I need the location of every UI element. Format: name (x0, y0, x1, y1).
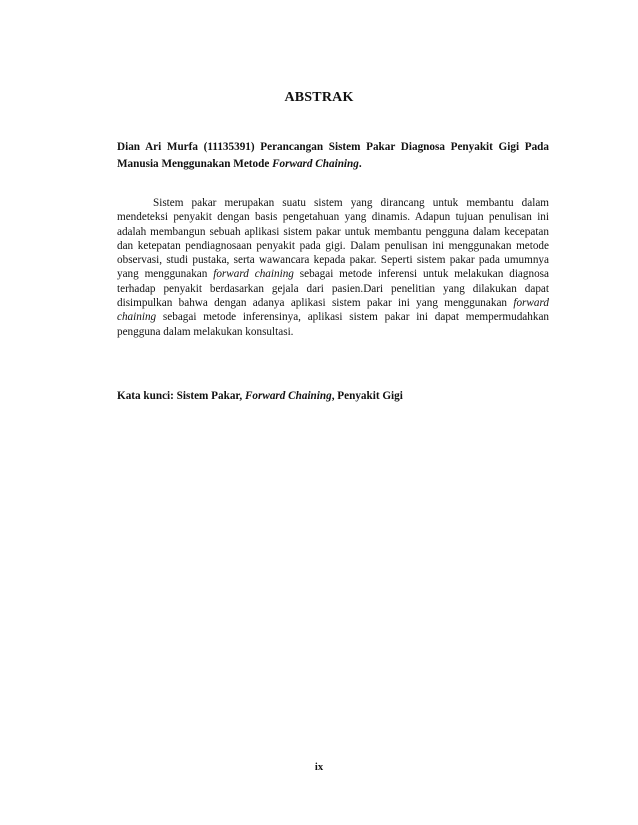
abstract-paragraph (117, 196, 549, 339)
thesis-heading (117, 139, 549, 172)
page-number: ix (314, 762, 324, 773)
heading-author-title: Dian Ari Murfa (11135391) Perancangan Sistem Pakar Diagnosa Penyakit Gigi Pada Manusia Menggunakan Metode (117, 141, 549, 170)
heading-end: . (358, 157, 362, 170)
abstract-italic-2: forward chaining (117, 297, 549, 324)
keywords-label: Kata kunci: Sistem Pakar, (117, 390, 245, 402)
heading-method: Forward Chaining (272, 157, 359, 170)
keywords-italic: Forward Chaining (244, 390, 332, 402)
keywords-rest: , Penyakit Gigi (331, 390, 403, 402)
keywords-line (117, 390, 549, 402)
abstract-text-2: sebagai metode inferensi untuk melakukan diagnosa terhadap penyakit berdasarkan gejala dari pasien.Dari penelitian yang dilakukan dapat disimpulkan bahwa dengan adanya aplikasi sistem pakar ini yang menggunakan (117, 268, 549, 310)
abstract-italic-1: forward chaining (213, 268, 294, 281)
abstract-text-1: Sistem pakar merupakan suatu sistem yang dirancang untuk membantu dalam mendeteksi penyakit dengan basis pengetahuan yang dinamis. Adapun tujuan penulisan ini adalah membangun sebuah aplikasi sistem pakar untuk membantu pengguna dalam kecepatan dan ketepatan pendiagnosaan penyakit pada gigi. Dalam penulisan ini menggunakan metode observasi, studi pustaka, serta wawancara kepada pakar. Seperti sistem pakar pada umumnya yang menggunakan (117, 197, 549, 281)
page-title: ABSTRAK (284, 90, 354, 105)
abstract-text-3: sebagai metode inferensinya, aplikasi sistem pakar ini dapat mempermudahkan pengguna dalam melakukan konsultasi. (117, 311, 549, 338)
